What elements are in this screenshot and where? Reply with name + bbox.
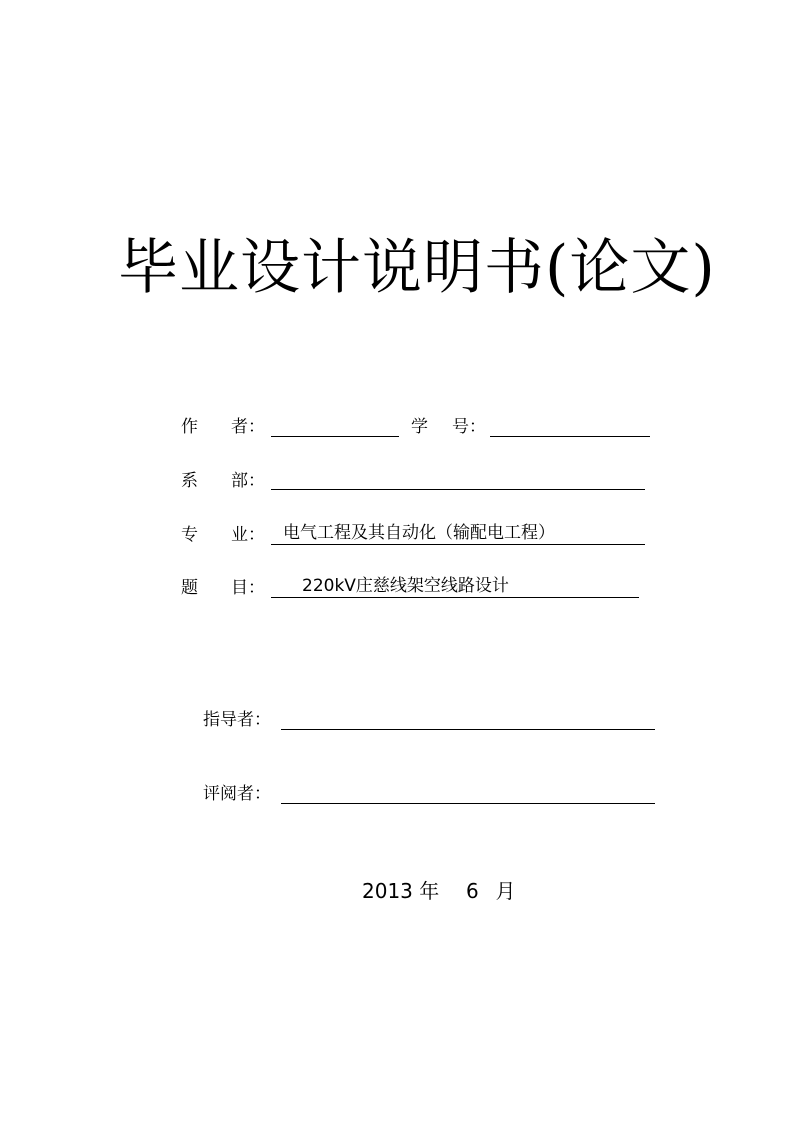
author-field-line[interactable] [271, 436, 399, 437]
topic-field-line[interactable] [271, 576, 639, 598]
student-id-label-char2: 号： [452, 417, 486, 437]
department-label-char1: 系 [181, 471, 198, 491]
date-year: 2013 [362, 879, 413, 903]
topic-value: 220kV庄慈线架空线路设计 [302, 576, 509, 596]
student-id-field-line[interactable] [490, 436, 650, 437]
department-field-line[interactable] [271, 489, 645, 490]
date-month: 6 [465, 879, 479, 903]
major-label-char2: 业： [231, 525, 265, 545]
topic-label-char1: 题 [181, 578, 198, 598]
major-value: 电气工程及其自动化（输配电工程） [283, 523, 555, 543]
date-month-unit: 月 [495, 879, 516, 903]
date-year-unit: 年 [419, 879, 440, 903]
advisor-field-line[interactable] [281, 729, 655, 730]
student-id-label-char1: 学 [411, 417, 428, 437]
major-field-line[interactable] [271, 523, 645, 545]
major-label-char1: 专 [181, 525, 198, 545]
author-label-char1: 作 [181, 417, 198, 437]
reviewer-label: 评阅者： [203, 784, 271, 804]
author-label-char2: 者： [231, 417, 265, 437]
advisor-label: 指导者： [203, 710, 271, 730]
reviewer-field-line[interactable] [281, 803, 655, 804]
thesis-title: 毕业设计说明书(论文) [118, 233, 716, 303]
department-label-char2: 部： [231, 471, 265, 491]
topic-label-char2: 目： [231, 578, 265, 598]
submission-date [362, 878, 515, 904]
